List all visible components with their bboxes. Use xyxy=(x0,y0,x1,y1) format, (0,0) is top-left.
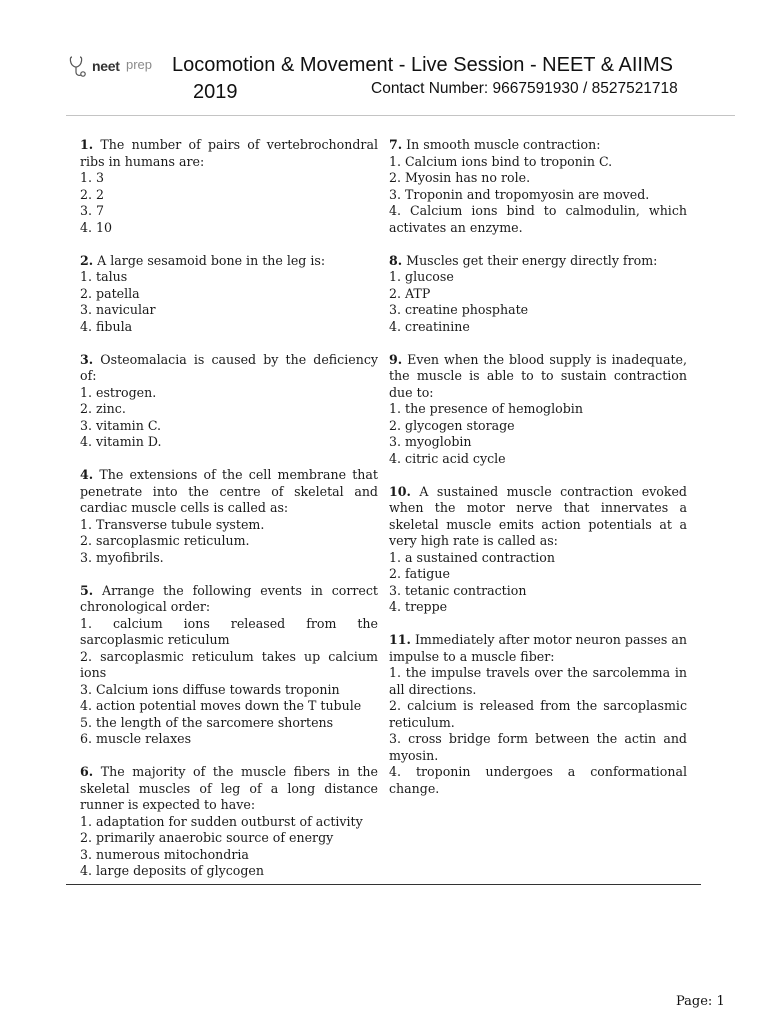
question-block xyxy=(80,253,378,336)
answer-option: 3. creatine phosphate xyxy=(389,302,529,317)
answer-option: 1. 3 xyxy=(80,170,105,185)
question-number: 5. xyxy=(80,582,94,598)
answer-option: 2. sarcoplasmic reticulum. xyxy=(80,533,250,548)
question-number: 3. xyxy=(80,351,94,367)
answer-option: 2. zinc. xyxy=(80,401,126,416)
answer-option: 3. Calcium ions diffuse towards troponin xyxy=(80,681,340,697)
question-number: 6. xyxy=(80,764,94,779)
question-text: Arrange the following events in correct chronological order: xyxy=(80,582,378,614)
question-stem xyxy=(389,253,687,270)
header-divider xyxy=(66,115,735,116)
answer-option: 1. the presence of hemoglobin xyxy=(389,401,583,416)
footer-divider xyxy=(66,884,701,885)
question-stem xyxy=(389,484,687,550)
neetprep-logo xyxy=(68,55,164,79)
question-block xyxy=(80,352,378,451)
answer-option: 4. large deposits of glycogen xyxy=(80,863,264,878)
question-text: Immediately after motor neuron passes an impulse to a muscle fiber: xyxy=(389,632,687,664)
logo-text-neet: neet xyxy=(92,58,120,74)
page-header xyxy=(0,0,768,116)
answer-option: 3. numerous mitochondria xyxy=(80,846,249,862)
stethoscope-icon xyxy=(68,55,90,79)
question-text: Muscles get their energy directly from: xyxy=(406,252,658,268)
answer-option: 3. myoglobin xyxy=(389,434,472,449)
title-year: 2019 xyxy=(193,81,238,103)
question-block xyxy=(389,137,687,236)
question-stem xyxy=(389,352,687,402)
answer-option: 2. fatigue xyxy=(389,566,450,581)
answer-option: 3. vitamin C. xyxy=(80,417,162,433)
question-stem xyxy=(80,467,378,517)
answer-option: 1. a sustained contraction xyxy=(389,549,555,565)
answer-option: 4. creatinine xyxy=(389,318,470,334)
answer-option: 2. ATP xyxy=(389,285,431,301)
contact-number: Contact Number: 9667591930 / 8527521718 xyxy=(371,80,678,97)
question-block xyxy=(80,764,378,880)
question-block xyxy=(80,467,378,566)
question-stem xyxy=(80,764,378,814)
answer-option: 3. 7 xyxy=(80,203,105,218)
question-text: The majority of the muscle fibers in the skeletal muscles of leg of a long distance runner is expected to have: xyxy=(80,764,378,812)
question-text: A sustained muscle contraction evoked when the motor nerve that innervates a skeletal muscle emits action potentials at a very high rate is called as: xyxy=(389,483,687,548)
question-block xyxy=(389,484,687,616)
question-stem xyxy=(389,137,687,154)
question-text: Even when the blood supply is inadequate, the muscle is able to to sustain contraction due to: xyxy=(389,351,687,400)
question-block xyxy=(80,583,378,748)
answer-option: 3. navicular xyxy=(80,302,156,317)
question-number: 10. xyxy=(389,483,411,499)
question-number: 2. xyxy=(80,252,94,268)
answer-option: 4. vitamin D. xyxy=(80,434,162,449)
answer-option: 1. the impulse travels over the sarcolemma in all directions. xyxy=(389,665,687,697)
answer-option: 3. Troponin and tropomyosin are moved. xyxy=(389,186,650,202)
answer-option: 4. 10 xyxy=(80,219,113,235)
question-block xyxy=(389,632,687,797)
question-text: In smooth muscle contraction: xyxy=(406,137,601,152)
question-block xyxy=(389,253,687,336)
answer-option: 1. Transverse tubule system. xyxy=(80,516,265,532)
answer-option: 2. 2 xyxy=(80,186,105,202)
answer-option: 2. patella xyxy=(80,285,140,301)
question-stem xyxy=(389,632,687,665)
answer-option: 2. Myosin has no role. xyxy=(389,170,531,185)
page-number: Page: 1 xyxy=(676,994,725,1009)
answer-option: 4. citric acid cycle xyxy=(389,450,506,466)
question-number: 7. xyxy=(389,137,403,152)
question-text: The number of pairs of vertebrochondral ribs in humans are: xyxy=(80,137,378,169)
question-text: A large sesamoid bone in the leg is: xyxy=(97,252,326,268)
answer-option: 2. glycogen storage xyxy=(389,417,515,433)
answer-option: 1. adaptation for sudden outburst of activity xyxy=(80,813,363,829)
question-text: Osteomalacia is caused by the deficiency of: xyxy=(80,351,378,383)
answer-option: 3. myofibrils. xyxy=(80,549,164,565)
question-number: 8. xyxy=(389,252,403,268)
answer-option: 6. muscle relaxes xyxy=(80,731,192,746)
page-title: Locomotion & Movement - Live Session - NEET & AIIMS xyxy=(172,54,673,76)
question-block xyxy=(389,352,687,468)
answer-option: 1. talus xyxy=(80,269,128,284)
answer-option: 4. action potential moves down the T tubule xyxy=(80,698,362,713)
question-stem xyxy=(80,583,378,616)
answer-option: 4. Calcium ions bind to calmodulin, which activates an enzyme. xyxy=(389,203,687,235)
answer-option: 1. calcium ions released from the sarcoplasmic reticulum xyxy=(80,615,378,647)
question-stem xyxy=(80,253,378,270)
questions-column-right xyxy=(389,137,687,814)
questions-column-left xyxy=(80,137,378,896)
answer-option: 4. treppe xyxy=(389,599,448,614)
question-number: 4. xyxy=(80,467,94,482)
answer-option: 4. troponin undergoes a conformational change. xyxy=(389,764,687,796)
answer-option: 2. sarcoplasmic reticulum takes up calcium ions xyxy=(80,648,378,680)
answer-option: 3. cross bridge form between the actin and myosin. xyxy=(389,731,687,763)
answer-option: 2. calcium is released from the sarcoplasmic reticulum. xyxy=(389,698,687,730)
answer-option: 5. the length of the sarcomere shortens xyxy=(80,714,334,730)
question-number: 1. xyxy=(80,137,94,152)
question-block xyxy=(80,137,378,236)
answer-option: 3. tetanic contraction xyxy=(389,582,527,598)
answer-option: 1. glucose xyxy=(389,269,454,284)
question-stem xyxy=(80,137,378,170)
question-number: 11. xyxy=(389,632,411,647)
question-text: The extensions of the cell membrane that penetrate into the centre of skeletal and cardiac muscle cells is called as: xyxy=(80,467,378,515)
question-number: 9. xyxy=(389,351,403,367)
answer-option: 4. fibula xyxy=(80,318,133,334)
question-stem xyxy=(80,352,378,385)
answer-option: 1. estrogen. xyxy=(80,384,157,400)
logo-text-prep: prep xyxy=(126,57,153,72)
answer-option: 2. primarily anaerobic source of energy xyxy=(80,830,334,845)
answer-option: 1. Calcium ions bind to troponin C. xyxy=(389,153,613,169)
